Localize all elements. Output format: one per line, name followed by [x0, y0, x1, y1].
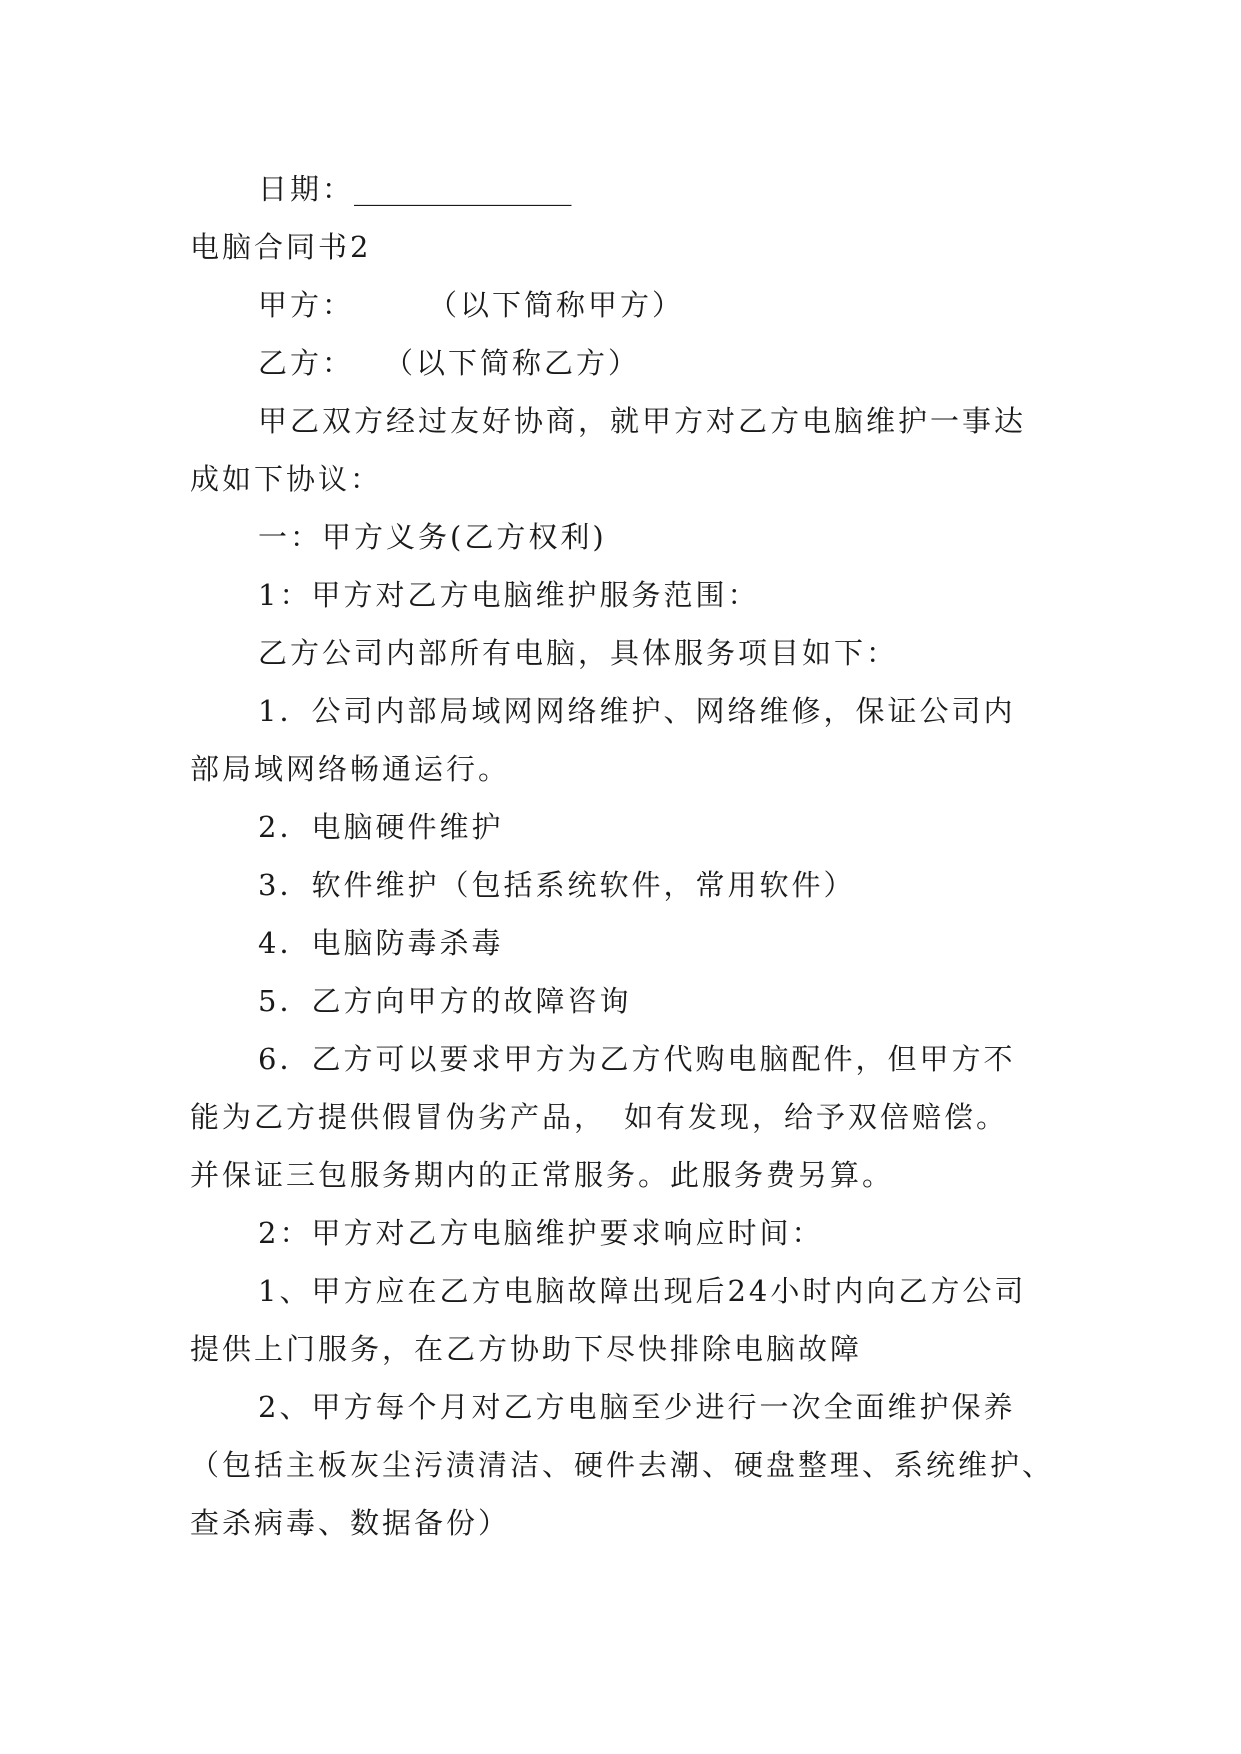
resp2-line-1: 2、甲方每个月对乙方电脑至少进行一次全面维护保养: [258, 1390, 1016, 1424]
item1-line-2: 部局域网络畅通运行。: [190, 752, 511, 786]
item6-line-3: 并保证三包服务期内的正常服务。此服务费另算。: [190, 1158, 895, 1192]
item1-line-1: 1．公司内部局域网网络维护、网络维修，保证公司内: [258, 694, 1016, 728]
item2: 2．电脑硬件维护: [258, 810, 504, 844]
section1-heading: 一：甲方义务(乙方权利): [258, 520, 607, 554]
item5: 5．乙方向甲方的故障咨询: [258, 984, 632, 1018]
clause2-heading: 2：甲方对乙方电脑维护要求响应时间：: [258, 1216, 824, 1250]
intro-line-2: 成如下协议：: [190, 462, 383, 496]
party-b-line: [190, 334, 1060, 392]
document-title: 电脑合同书2: [190, 230, 372, 264]
party-a-alias: （以下简称甲方）: [428, 288, 685, 322]
date-line: [190, 160, 1060, 218]
document-body: [190, 160, 1060, 1552]
date-blank: _______________: [354, 172, 572, 206]
resp1-line-2: 提供上门服务，在乙方协助下尽快排除电脑故障: [190, 1332, 863, 1366]
party-b-label: 乙方：: [258, 346, 355, 380]
resp2-line-3: 查杀病毒、数据备份）: [190, 1506, 511, 1540]
party-b-alias: （以下简称乙方）: [384, 346, 641, 380]
item3: 3．软件维护（包括系统软件，常用软件）: [258, 868, 856, 902]
intro-line-1: 甲乙双方经过友好协商，就甲方对乙方电脑维护一事达: [258, 404, 1027, 438]
item4: 4．电脑防毒杀毒: [258, 926, 504, 960]
scope-intro: 乙方公司内部所有电脑，具体服务项目如下：: [258, 636, 899, 670]
clause1-heading: 1：甲方对乙方电脑维护服务范围：: [258, 578, 760, 612]
item6-line-2b: 如有发现，给予双倍赔偿。: [624, 1100, 1009, 1134]
item6-line-2: [190, 1088, 1060, 1146]
party-a-line: [190, 276, 1060, 334]
resp2-line-2: （包括主板灰尘污渍清洁、硬件去潮、硬盘整理、系统维护、: [190, 1448, 1055, 1482]
resp1-line-1: 1、甲方应在乙方电脑故障出现后24小时内向乙方公司: [258, 1274, 1027, 1308]
item6-line-2a: 能为乙方提供假冒伪劣产品，: [190, 1100, 607, 1134]
item6-line-1: 6．乙方可以要求甲方为乙方代购电脑配件，但甲方不: [258, 1042, 1016, 1076]
party-a-label: 甲方：: [258, 288, 355, 322]
date-label: 日期：: [258, 172, 355, 206]
